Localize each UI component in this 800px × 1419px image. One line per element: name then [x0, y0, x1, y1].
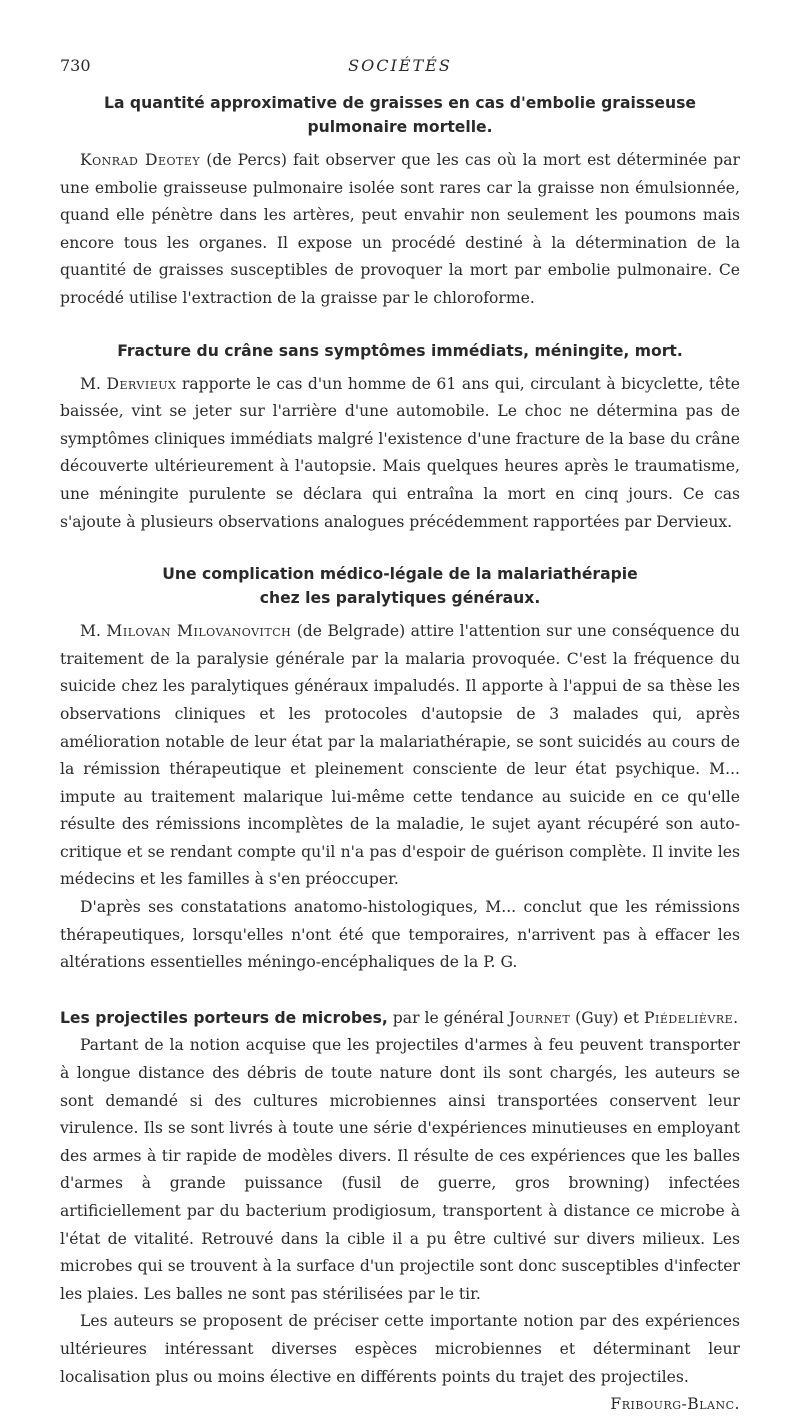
- page-header: [60, 56, 740, 80]
- paragraph-text: (de Belgrade) attire l'attention sur une conséquence du traitement de la paralysie générale par la malaria provoquée. C'est la fréquence du suicide chez les paralytiques généraux impaludés. Il apporte à l'appui de sa thèse les observations cliniques et les protocoles d'autopsie de 3 malades qui, après amélioration notable de leur état par la malariathérapie, se sont suicidés au cours de la rémission thérapeutique et pleinement consciente de leur état psychique. M... impute au traitement malarique lui-même cette tendance au suicide en ce qu'elle résulte des rémissions incomplètes de la maladie, le sujet ayant récupéré son auto-critique et se rendant compte qu'il n'a pas d'espoir de guérison complète. Il invite les médecins et les familles à s'en préoccuper.: [60, 622, 740, 889]
- signature: Fribourg-Blanc.: [610, 1395, 740, 1414]
- section-title-line2: chez les paralytiques généraux.: [259, 589, 541, 608]
- section-paragraph: Les auteurs se proposent de préciser cette importante notion par des expériences ultérieures intéressant diverses espèces microbiennes et déterminant leur localisation plus ou moins élective en différents points du trajet des projectiles.: [60, 1312, 740, 1386]
- author-prefix: M.: [80, 374, 107, 393]
- paragraph-text: rapporte le cas d'un homme de 61 ans qui, circulant à bicyclette, tête baissée, vint se jeter sur l'arrière d'une automobile. Le choc ne détermina pas de symptômes cliniques immédiats malgré l'existence d'une fracture de la base du crâne découverte ultérieurement à l'autopsie. Mais quelques heures après le traumatisme, une méningite purulente se déclara qui entraîna la mort en cinq jours. Ce cas s'ajoute à plusieurs observations analogues précédemment rapportées par Dervieux.: [60, 374, 740, 531]
- section-malariatherapy: [60, 562, 740, 977]
- section-projectiles: [60, 1005, 740, 1419]
- section-paragraph: Partant de la notion acquise que les projectiles d'armes à feu peuvent transporter à longue distance des débris de toute nature dont ils sont chargés, les auteurs se sont demandé si des cultures microbiennes ainsi transportées conservent leur virulence. Ils se sont livrés à toute une série d'expériences minutieuses en employant des armes à tir rapide de modèles divers. Il résulte de ces expériences que les balles d'armes à grande puissance (fusil de guerre, gros browning) infectées artificiellement par du bacterium prodigiosum, transportent à distance ce microbe à l'état de vitalité. Retrouvé dans la cible il a pu être cultivé sur divers milieux. Les microbes qui se trouvent à la surface d'un projectile sont donc susceptibles d'infecter les plaies. Les balles ne sont pas stérilisées par le tir.: [60, 1036, 740, 1303]
- section-paragraph: [60, 147, 740, 313]
- byline-text: (Guy) et: [570, 1008, 645, 1027]
- author-name: Journet: [508, 1008, 571, 1027]
- page-number: 730: [60, 56, 91, 75]
- section-paragraph: [60, 371, 740, 537]
- section-title: Fracture du crâne sans symptômes immédiats, méningite, mort.: [117, 341, 683, 360]
- section-title: Les projectiles porteurs de microbes,: [60, 1008, 388, 1027]
- section-paragraph: D'après ses constatations anatomo-histologiques, M... conclut que les rémissions thérapeutiques, lorsqu'elles n'ont été que temporaires, n'arrivent pas à effacer les altérations essentielles méningo-encéphaliques de la P. G.: [60, 898, 740, 972]
- author-name: Konrad Deotey: [80, 151, 201, 169]
- section-title-line1: Une complication médico-légale de la malariathérapie: [162, 565, 638, 584]
- paragraph-text: (de Percs) fait observer que les cas où la mort est déterminée par une embolie graisseuse pulmonaire isolée sont rares car la graisse non émulsionnée, quand elle pénètre dans les artères, peut envahir non seulement les poumons mais encore tous les organes. Il expose un procédé destiné à la détermination de la quantité de graisses susceptibles de provoquer la mort par embolie pulmonaire. Ce procédé utilise l'extraction de la graisse par le chloroforme.: [60, 151, 740, 307]
- section-title: [84, 562, 716, 610]
- section-heading-paragraph: [60, 1005, 740, 1033]
- byline-text: .: [733, 1008, 739, 1027]
- author-name: Dervieux: [106, 374, 177, 393]
- section-fat-embolism: [60, 91, 740, 313]
- byline-text: par le général: [387, 1008, 509, 1027]
- section-title-line1: La quantité approximative de graisses en cas d'embolie graisseuse: [104, 94, 696, 112]
- author-name: Milovan Milovanovitch: [106, 622, 292, 641]
- page-content: [60, 91, 740, 1419]
- section-title: [84, 91, 716, 139]
- section-skull-fracture: [60, 339, 740, 537]
- section-title-line2: pulmonaire mortelle.: [307, 118, 493, 136]
- section-paragraph: [60, 618, 740, 894]
- author-name: Piédelièvre: [644, 1008, 734, 1027]
- author-prefix: M.: [80, 622, 107, 641]
- running-head: SOCIÉTÉS: [348, 56, 452, 75]
